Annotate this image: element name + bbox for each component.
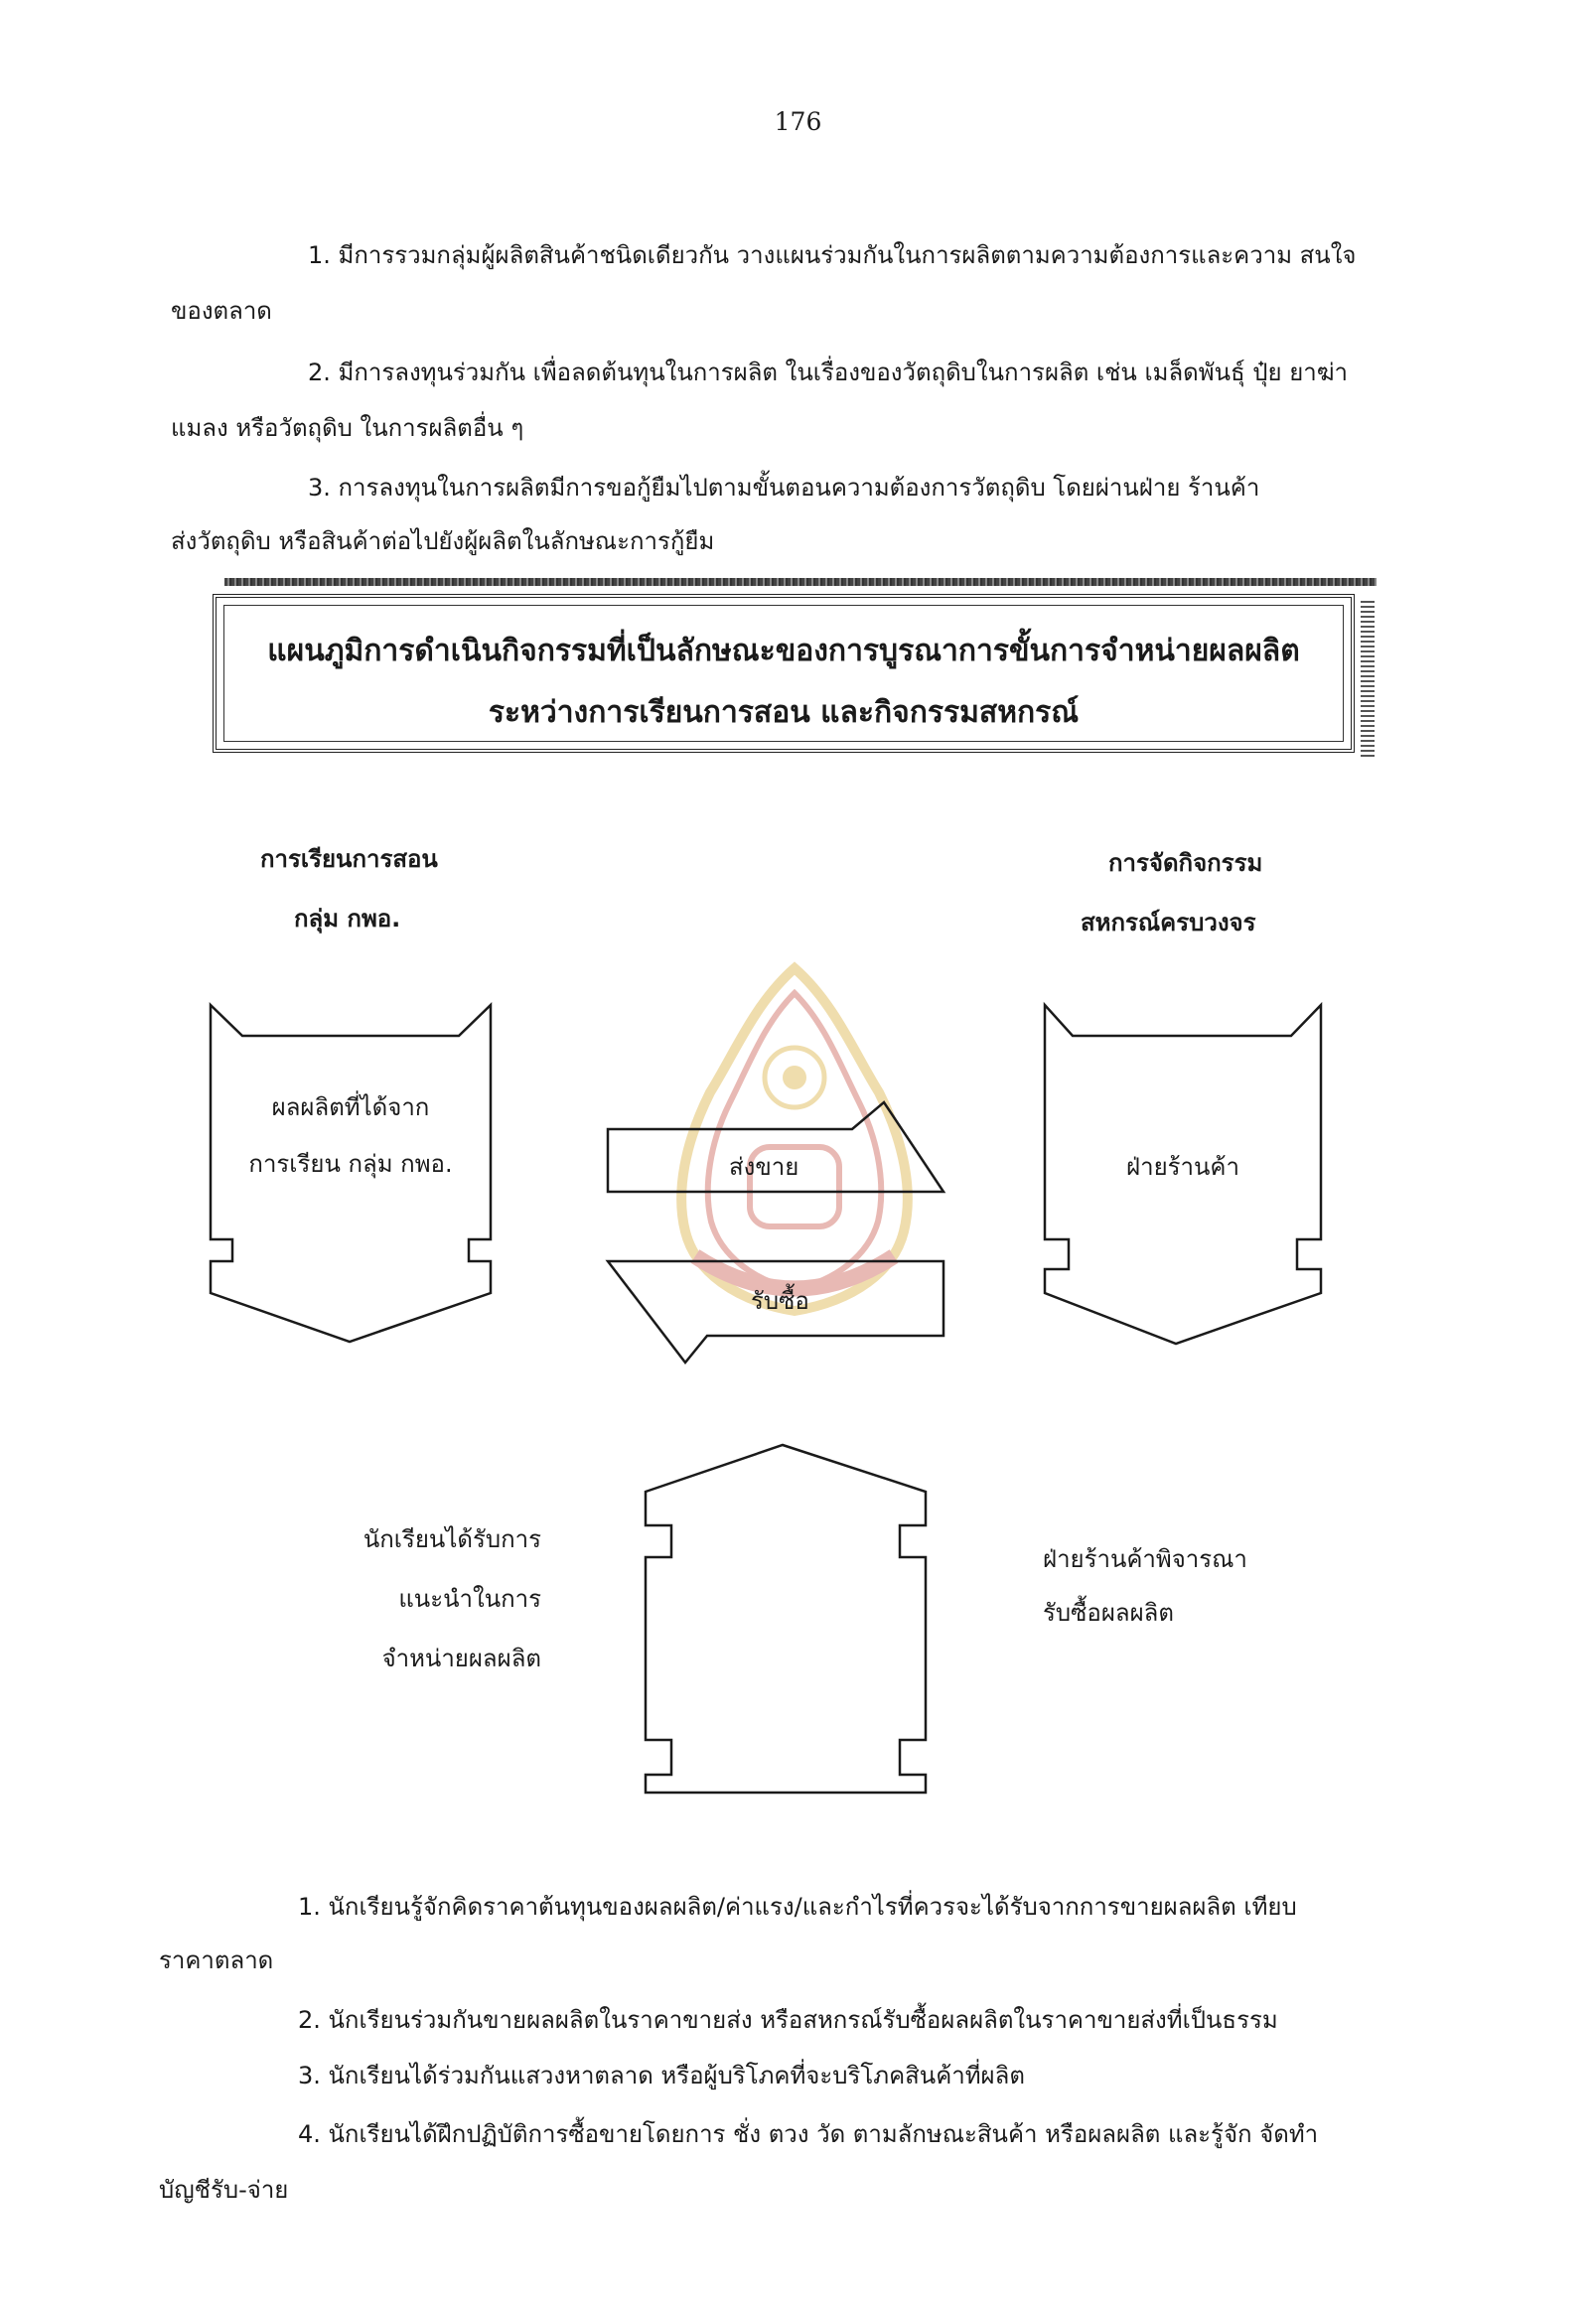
bottom-left-text-1: นักเรียนได้รับการ [363, 1525, 541, 1553]
left-box-text-1: ผลผลิตที่ได้จาก [271, 1093, 430, 1121]
left-heading-1: การเรียนการสอน [260, 845, 438, 873]
bottom-left-text-2: แนะนำในการ [398, 1585, 541, 1613]
left-heading-2: กลุ่ม กพอ. [294, 905, 401, 933]
buy-label: รับซื้อ [751, 1287, 809, 1315]
outcome-3: 3. นักเรียนได้ร่วมกันแสวงหาตลาด หรือผู้บริโภคที่จะบริโภคสินค้าที่ผลิต [298, 2062, 1025, 2089]
intro-item-1-line-2: ของตลาด [171, 297, 272, 325]
bottom-outcome-box [646, 1445, 926, 1793]
intro-item-3-line-2: ส่งวัตถุดิบ หรือสินค้าต่อไปยังผู้ผลิตในลักษณะการกู้ยืม [171, 527, 715, 555]
outcome-4-line-2: บัญชีรับ-จ่าย [159, 2176, 289, 2204]
page-number: 176 [774, 107, 822, 136]
outcome-2: 2. นักเรียนร่วมกันขายผลผลิตในราคาขายส่ง หรือสหกรณ์รับซื้อผลผลิตในราคาขายส่งที่เป็นธรรม [298, 2006, 1278, 2034]
right-heading-2: สหกรณ์ครบวงจร [1081, 909, 1256, 936]
outcome-4-line-1: 4. นักเรียนได้ฝึกปฏิบัติการซื้อขายโดยการ ชั่ง ตวง วัด ตามลักษณะสินค้า หรือผลผลิต และรู้จัก จัดทำ [298, 2120, 1319, 2148]
chart-title-line-1: แผนภูมิการดำเนินกิจกรรมที่เป็นลักษณะของการบูรณาการขั้นการจำหน่ายผลผลิต [267, 634, 1300, 668]
intro-item-3-line-1: 3. การลงทุนในการผลิตมีการขอกู้ยืมไปตามขั้นตอนความต้องการวัตถุดิบ โดยผ่านฝ่าย ร้านค้า [308, 474, 1260, 502]
intro-item-2-line-2: แมลง หรือวัตถุดิบ ในการผลิตอื่น ๆ [171, 414, 524, 442]
intro-item-1-line-1: 1. มีการรวมกลุ่มผู้ผลิตสินค้าชนิดเดียวกัน วางแผนร่วมกันในการผลิตตามความต้องการและความ สนใจ [308, 241, 1357, 269]
bottom-right-text-1: ฝ่ายร้านค้าพิจารณา [1043, 1545, 1247, 1573]
school-emblem-watermark [681, 968, 908, 1311]
left-box-text-2: การเรียน กลุ่ม กพอ. [248, 1150, 453, 1178]
bottom-right-text-2: รับซื้อผลผลิต [1043, 1599, 1174, 1627]
intro-item-2-line-1: 2. มีการลงทุนร่วมกัน เพื่อลดต้นทุนในการผลิต ในเรื่องของวัตถุดิบในการผลิต เช่น เมล็ดพันธุ์ ปุ๋ย ยาฆ่า [308, 359, 1349, 386]
right-box-text: ฝ่ายร้านค้า [1126, 1153, 1239, 1181]
outcome-1-line-2: ราคาตลาด [159, 1946, 274, 1974]
sell-label: ส่งขาย [729, 1153, 799, 1181]
chart-title-line-2: ระหว่างการเรียนการสอน และกิจกรรมสหกรณ์ [488, 695, 1080, 730]
bottom-left-text-3: จำหน่ายผลผลิต [381, 1645, 541, 1672]
right-heading-1: การจัดกิจกรรม [1108, 849, 1263, 877]
outcome-1-line-1: 1. นักเรียนรู้จักคิดราคาต้นทุนของผลผลิต/ค่าแรง/และกำไรที่ควรจะได้รับจากการขายผลผลิต เทียบ [298, 1893, 1297, 1921]
